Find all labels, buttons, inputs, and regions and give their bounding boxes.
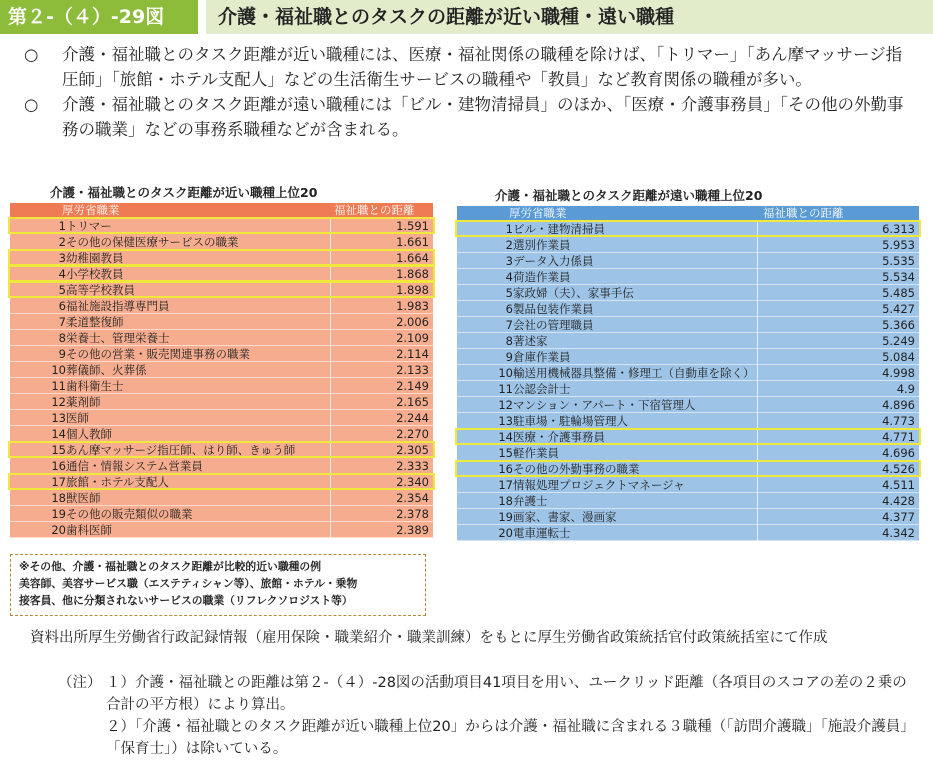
- row-rank: 15: [498, 446, 513, 460]
- row-rank: 20: [51, 523, 66, 537]
- row-occupation: その他の営業・販売関連事務の職業: [66, 347, 250, 361]
- row-rank: 19: [498, 510, 513, 524]
- row-occupation: 薬剤師: [66, 395, 101, 409]
- row-occupation: 個人教師: [66, 427, 112, 441]
- row-rank: 1: [58, 219, 66, 233]
- row-occupation: データ入力係員: [513, 254, 594, 268]
- table-row: [457, 461, 919, 477]
- row-distance: 2.109: [396, 331, 429, 345]
- note-line: 美容師、美容サービス職（エステティシャン等）、旅館・ホテル・乗物: [19, 577, 358, 590]
- row-distance: 2.149: [396, 379, 429, 393]
- row-occupation: 画家、書家、漫画家: [513, 510, 617, 524]
- row-rank: 18: [51, 491, 66, 505]
- row-occupation: その他の販売類似の職業: [66, 507, 193, 521]
- table-row: [457, 285, 919, 301]
- note-line: 接客員、他に分類されないサービスの職業（リフレクソロジスト等）: [19, 594, 353, 607]
- row-occupation: ビル・建物清掃員: [513, 222, 605, 236]
- row-occupation: 会社の管理職員: [513, 318, 594, 332]
- near-table-title: 介護・福祉職とのタスク距離が近い職種上位20: [50, 185, 318, 200]
- row-distance: 1.868: [396, 267, 429, 281]
- row-occupation: 獣医師: [66, 491, 101, 505]
- row-distance: 4.896: [882, 398, 915, 412]
- row-distance: 2.270: [396, 427, 429, 441]
- table-row: [10, 314, 433, 330]
- table-row: [10, 218, 433, 234]
- row-occupation: あん摩マッサージ指圧師、はり師、きゅう師: [66, 443, 296, 457]
- table-row: [10, 266, 433, 282]
- row-rank: 20: [498, 526, 513, 540]
- table-row: [10, 458, 433, 474]
- row-occupation: 葬儀師、火葬係: [66, 363, 147, 377]
- bullet-mark: ○: [24, 45, 39, 64]
- row-rank: 14: [51, 427, 66, 441]
- table-row: [457, 253, 919, 269]
- row-rank: 3: [58, 251, 66, 265]
- table-row: [10, 362, 433, 378]
- table-row: [457, 477, 919, 493]
- row-rank: 16: [498, 462, 513, 476]
- notes-label: （注）: [58, 675, 102, 691]
- table-row: [457, 493, 919, 509]
- table-row: [10, 522, 433, 538]
- figure-header: [0, 0, 933, 34]
- table-row: [457, 445, 919, 461]
- row-rank: 15: [51, 443, 66, 457]
- other-examples-note: [10, 554, 426, 616]
- row-distance: 5.953: [882, 238, 915, 252]
- column-header-distance: 福祉職との距離: [763, 206, 844, 220]
- row-occupation: 製品包装作業員: [513, 302, 594, 316]
- row-occupation: 歯科衛生士: [66, 379, 124, 393]
- row-distance: 2.114: [396, 347, 429, 361]
- row-distance: 2.389: [396, 523, 429, 537]
- row-occupation: 輸送用機械器具整備・修理工（自動車を除く）: [513, 366, 755, 380]
- far-table-title: 介護・福祉職とのタスク距離が遠い職種上位20: [495, 188, 763, 203]
- row-occupation: 旅館・ホテル支配人: [66, 475, 169, 489]
- row-rank: 6: [58, 299, 66, 313]
- row-occupation: 柔道整復師: [66, 315, 124, 329]
- row-distance: 6.313: [882, 222, 915, 236]
- table-row: [457, 333, 919, 349]
- table-row: [10, 378, 433, 394]
- row-rank: 5: [505, 286, 513, 300]
- row-distance: 2.305: [396, 443, 429, 457]
- table-row: [10, 298, 433, 314]
- table-row: [10, 330, 433, 346]
- bullet-text: 介護・福祉職とのタスク距離が近い職種には、医療・福祉関係の職種を除けば、「トリマー」「あん摩マッサージ指圧師」「旅館・ホテル支配人」などの生活衛生サービスの職種や「教員」など教育関係の職種が多い。: [62, 45, 903, 89]
- table-row: [457, 237, 919, 253]
- row-distance: 5.427: [882, 302, 915, 316]
- row-occupation: 高等学校教員: [66, 283, 135, 297]
- table-row: [457, 509, 919, 525]
- table-header: [457, 206, 919, 221]
- table-header: [10, 203, 433, 218]
- row-rank: 18: [498, 494, 513, 508]
- row-occupation: トリマー: [66, 219, 112, 233]
- figure-title: 介護・福祉職とのタスクの距離が近い職種・遠い職種: [206, 0, 933, 34]
- row-occupation: 倉庫作業員: [513, 350, 571, 364]
- table-row: [457, 525, 919, 541]
- table-row: [10, 250, 433, 266]
- bullet-text: 介護・福祉職とのタスク距離が遠い職種には「ビル・建物清掃員」のほか、「医療・介護事務員」「その他の外勤事務の職業」などの事務系職種などが含まれる。: [62, 95, 904, 139]
- row-rank: 9: [58, 347, 66, 361]
- row-distance: 4.998: [882, 366, 915, 380]
- row-occupation: 選別作業員: [513, 238, 571, 252]
- row-rank: 11: [51, 379, 66, 393]
- row-occupation: マンション・アパート・下宿管理人: [513, 398, 696, 412]
- table-row: [457, 221, 919, 237]
- table-row: [10, 394, 433, 410]
- row-occupation: 著述家: [513, 334, 548, 348]
- row-occupation: 軽作業員: [513, 446, 559, 460]
- row-occupation: 栄養士、管理栄養士: [66, 331, 170, 345]
- table-row: [457, 269, 919, 285]
- row-rank: 10: [51, 363, 66, 377]
- near-occupations-table: [10, 203, 433, 538]
- row-rank: 7: [58, 315, 66, 329]
- row-rank: 3: [505, 254, 513, 268]
- table-row: [457, 397, 919, 413]
- table-row: [10, 442, 433, 458]
- table-row: [457, 381, 919, 397]
- table-row: [10, 474, 433, 490]
- row-rank: 12: [498, 398, 513, 412]
- figure-number: 第２-（４）-29図: [0, 0, 198, 34]
- footnote-1: １）介護・福祉職との距離は第２-（４）-28図の活動項目41項目を用い、ユークリッド距離（各項目のスコアの差の２乗の合計の平方根）により算出。: [106, 675, 907, 713]
- row-rank: 16: [51, 459, 66, 473]
- row-rank: 19: [51, 507, 66, 521]
- note-line: ※その他、介護・福祉職とのタスク距離が比較的近い職種の例: [19, 560, 322, 573]
- row-distance: 5.084: [882, 350, 915, 364]
- table-row: [457, 413, 919, 429]
- row-distance: 4.771: [882, 430, 915, 444]
- row-distance: 2.133: [396, 363, 429, 377]
- row-rank: 8: [505, 334, 513, 348]
- row-rank: 14: [498, 430, 513, 444]
- table-row: [457, 349, 919, 365]
- row-rank: 2: [58, 235, 66, 249]
- row-occupation: 公認会計士: [513, 382, 571, 396]
- row-distance: 4.511: [882, 478, 915, 492]
- row-distance: 1.664: [396, 251, 429, 265]
- table-row: [10, 426, 433, 442]
- row-occupation: 福祉施設指導専門員: [66, 299, 170, 313]
- row-rank: 6: [505, 302, 513, 316]
- summary-bullets: [24, 42, 914, 142]
- row-distance: 4.9: [896, 382, 915, 396]
- table-row: [457, 301, 919, 317]
- table-row: [10, 346, 433, 362]
- row-rank: 4: [58, 267, 66, 281]
- row-occupation: 荷造作業員: [513, 270, 571, 284]
- row-distance: 1.983: [396, 299, 429, 313]
- row-occupation: 幼稚園教員: [66, 251, 124, 265]
- table-row: [10, 282, 433, 298]
- row-rank: 9: [505, 350, 513, 364]
- far-occupations-table: [457, 206, 919, 541]
- row-distance: 2.354: [396, 491, 429, 505]
- row-distance: 4.342: [882, 526, 915, 540]
- row-occupation: 情報処理プロジェクトマネージャ: [513, 478, 685, 492]
- row-distance: 4.428: [882, 494, 915, 508]
- table-row: [10, 490, 433, 506]
- summary-bullet: [24, 42, 914, 92]
- table-body: [10, 218, 433, 538]
- row-rank: 2: [505, 238, 513, 252]
- row-distance: 4.773: [882, 414, 915, 428]
- column-header-distance: 福祉職との距離: [334, 203, 415, 217]
- row-occupation: 駐車場・駐輪場管理人: [513, 414, 628, 428]
- row-distance: 4.696: [882, 446, 915, 460]
- row-distance: 2.340: [396, 475, 429, 489]
- row-distance: 2.378: [396, 507, 429, 521]
- table-body: [457, 221, 919, 541]
- table-row: [457, 317, 919, 333]
- row-distance: 5.535: [882, 254, 915, 268]
- row-distance: 5.366: [882, 318, 915, 332]
- column-header-occupation: 厚労省職業: [62, 203, 120, 217]
- row-occupation: 医療・介護事務員: [513, 430, 605, 444]
- row-distance: 1.591: [396, 219, 429, 233]
- row-rank: 13: [51, 411, 66, 425]
- row-distance: 2.244: [396, 411, 429, 425]
- row-rank: 8: [58, 331, 66, 345]
- source-text: 厚生労働省行政記録情報（雇用保険・職業紹介・職業訓練）をもとに厚生労働省政策統括官付政策統括室にて作成: [88, 630, 828, 646]
- bullet-mark: ○: [24, 95, 39, 114]
- row-occupation: 弁護士: [513, 494, 548, 508]
- source-label: 資料出所: [30, 630, 88, 646]
- row-rank: 13: [498, 414, 513, 428]
- row-occupation: その他の外勤事務の職業: [513, 462, 640, 476]
- row-distance: 4.526: [882, 462, 915, 476]
- row-rank: 17: [498, 478, 513, 492]
- row-occupation: その他の保健医療サービスの職業: [66, 235, 239, 249]
- summary-bullet: [24, 92, 914, 142]
- table-row: [457, 429, 919, 445]
- table-row: [10, 506, 433, 522]
- footnote-2: ２）「介護・福祉職とのタスク距離が近い職種上位20」からは介護・福祉職に含まれる３職種（「訪問介護職」「施設介護員」「保育士」）は除いている。: [106, 719, 915, 757]
- row-rank: 10: [498, 366, 513, 380]
- row-rank: 5: [58, 283, 66, 297]
- row-rank: 7: [505, 318, 513, 332]
- row-occupation: 歯科医師: [66, 523, 112, 537]
- table-row: [10, 234, 433, 250]
- row-rank: 12: [51, 395, 66, 409]
- column-header-occupation: 厚労省職業: [509, 206, 567, 220]
- row-occupation: 医師: [66, 411, 89, 425]
- table-row: [10, 410, 433, 426]
- row-distance: 1.898: [396, 283, 429, 297]
- row-rank: 1: [505, 222, 513, 236]
- row-rank: 17: [51, 475, 66, 489]
- row-distance: 2.165: [396, 395, 429, 409]
- row-distance: 2.333: [396, 459, 429, 473]
- row-occupation: 小学校教員: [66, 267, 124, 281]
- row-distance: 5.534: [882, 270, 915, 284]
- row-distance: 1.661: [396, 235, 429, 249]
- row-distance: 5.249: [882, 334, 915, 348]
- row-occupation: 通信・情報システム営業員: [66, 459, 203, 473]
- row-distance: 4.377: [882, 510, 915, 524]
- row-rank: 4: [505, 270, 513, 284]
- row-distance: 2.006: [396, 315, 429, 329]
- table-row: [457, 365, 919, 381]
- row-occupation: 電車運転士: [513, 526, 571, 540]
- row-rank: 11: [498, 382, 513, 396]
- row-distance: 5.485: [882, 286, 915, 300]
- row-occupation: 家政婦（夫）、家事手伝: [513, 286, 634, 300]
